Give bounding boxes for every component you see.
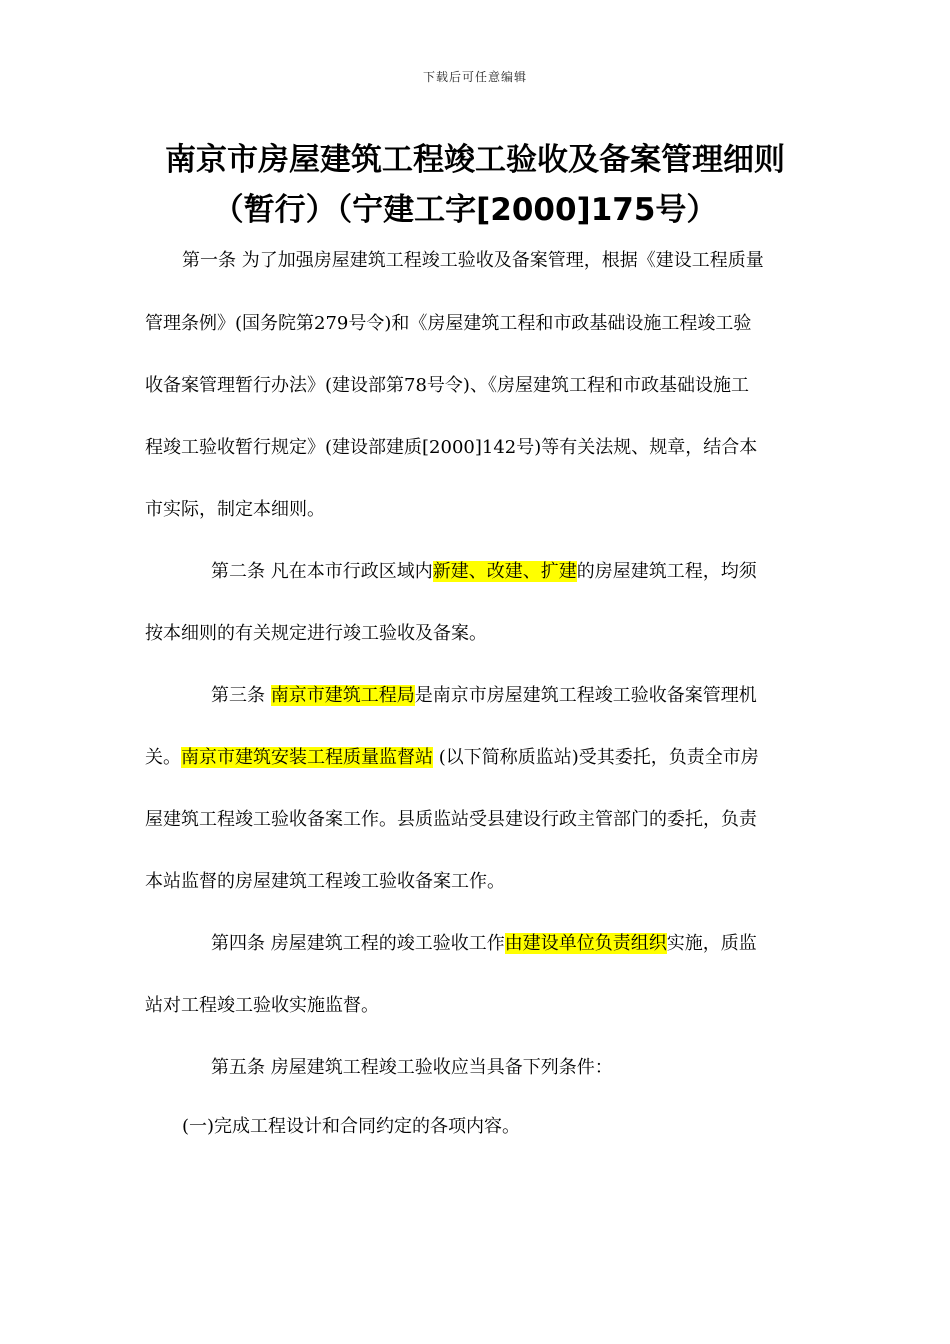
article-1-line-1: 第一条 为了加强房屋建筑工程竣工验收及备案管理，根据《建设工程质量 <box>182 250 764 271</box>
article-3-text-a: 第三条 <box>211 685 271 706</box>
article-3-highlight-1: 南京市建筑工程局 <box>270 685 415 706</box>
article-4-line-1 <box>211 931 757 957</box>
header-note: 下载后可任意编辑 <box>422 70 527 84</box>
article-3-line-2 <box>145 745 759 771</box>
article-3-line-3: 屋建筑工程竣工验收备案工作。县质监站受县建设行政主管部门的委托，负责 <box>145 809 757 830</box>
article-1-line-4: 程竣工验收暂行规定》(建设部建质[2000]142号)等有关法规、规章，结合本 <box>145 437 758 458</box>
article-4-text-a: 第四条 房屋建筑工程的竣工验收工作 <box>211 933 505 954</box>
article-3-text-c: 关。 <box>145 747 181 768</box>
article-5-line-1: 第五条 房屋建筑工程竣工验收应当具备下列条件： <box>211 1057 613 1078</box>
article-5-line-2: (一)完成工程设计和合同约定的各项内容。 <box>182 1116 521 1137</box>
article-2-text-b: 的房屋建筑工程，均须 <box>576 561 757 582</box>
article-1-line-5: 市实际，制定本细则。 <box>145 499 325 520</box>
article-2-line-1 <box>211 559 757 585</box>
article-3-line-1 <box>211 683 757 709</box>
article-3-line-4: 本站监督的房屋建筑工程竣工验收备案工作。 <box>145 871 505 892</box>
article-3-highlight-2: 南京市建筑安装工程质量监督站 <box>181 747 433 768</box>
article-3-text-d: (以下简称质监站)受其委托，负责全市房 <box>433 747 759 768</box>
article-1-line-2: 管理条例》(国务院第279号令)和《房屋建筑工程和市政基础设施工程竣工验 <box>145 313 752 334</box>
document-title-line-2: （暂行）（宁建工字[2000]175号） <box>212 192 718 228</box>
article-3-text-b: 是南京市房屋建筑工程竣工验收备案管理机 <box>414 685 757 706</box>
article-4-line-2: 站对工程竣工验收实施监督。 <box>145 995 379 1016</box>
article-2-highlight: 新建、改建、扩建 <box>432 561 577 582</box>
document-title-line-1: 南京市房屋建筑工程竣工验收及备案管理细则 <box>165 142 785 178</box>
article-2-text-a: 第二条 凡在本市行政区域内 <box>211 561 433 582</box>
article-4-text-b: 实施，质监 <box>666 933 757 954</box>
article-1-line-3: 收备案管理暂行办法》(建设部第78号令)、《房屋建筑工程和市政基础设施工 <box>145 375 749 396</box>
article-2-line-2: 按本细则的有关规定进行竣工验收及备案。 <box>145 623 487 644</box>
article-4-highlight: 由建设单位负责组织 <box>504 933 667 954</box>
